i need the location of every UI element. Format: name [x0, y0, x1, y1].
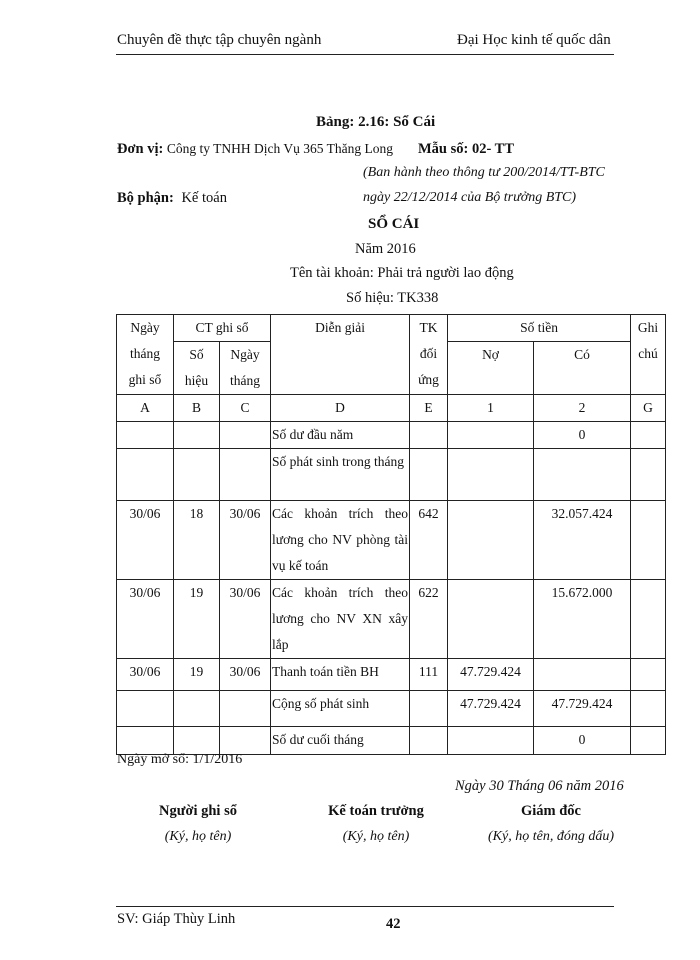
ledger-table — [116, 314, 666, 755]
ledger-title: SỔ CÁI — [368, 216, 420, 232]
signer-director-title: Giám đốc — [520, 803, 581, 819]
unit-value: Công ty TNHH Dịch Vụ 365 Thăng Long — [166, 141, 394, 156]
header-right: Đại Học kinh tế quốc dân — [457, 32, 611, 48]
col-amount-header: Số tiền — [448, 315, 631, 342]
header-rule — [116, 54, 614, 55]
regulation-line2: ngày 22/12/2014 của Bộ trưởng BTC) — [363, 190, 577, 205]
col-voucher-no-header: Số hiệu — [174, 342, 220, 395]
col-note-header: Ghi chú — [631, 315, 666, 395]
table-row: Số phát sinh trong tháng — [117, 449, 666, 501]
footer-student: SV: Giáp Thùy Linh — [117, 911, 236, 927]
table-row: Số dư cuối tháng 0 — [117, 727, 666, 755]
sign-date: Ngày 30 Tháng 06 năm 2016 — [455, 778, 624, 794]
col-voucher-date-header: Ngày tháng — [220, 342, 271, 395]
unit-label: Đơn vị: — [117, 141, 164, 157]
table-row: 30/06 19 30/06 Thanh toán tiền BH 111 47.729.424 — [117, 659, 666, 691]
department-line — [117, 190, 227, 207]
header-left: Chuyên đề thực tập chuyên ngành — [117, 32, 322, 48]
opening-date: Ngày mở sổ: 1/1/2016 — [117, 752, 243, 767]
signer-director-note: (Ký, họ tên, đóng dấu) — [488, 829, 614, 844]
regulation-line1: (Ban hành theo thông tư 200/2014/TT-BTC — [363, 165, 605, 180]
table-row: 30/06 18 30/06 Các khoản trích theo lương cho NV phòng tài vụ kế toán 642 32.057.424 — [117, 501, 666, 580]
col-date-header: Ngày tháng ghi sổ — [117, 315, 174, 395]
department-label: Bộ phận: — [117, 190, 174, 206]
col-credit-header: Có — [534, 342, 631, 395]
signer-recorder-note: (Ký, họ tên) — [164, 829, 232, 844]
account-code: Số hiệu: TK338 — [346, 290, 439, 306]
table-row: Số dư đầu năm 0 — [117, 422, 666, 449]
table-row: Cộng số phát sinh 47.729.424 47.729.424 — [117, 691, 666, 727]
col-description-header: Diễn giải — [271, 315, 410, 395]
department-value: Kế toán — [181, 190, 227, 206]
ledger-year: Năm 2016 — [355, 241, 416, 257]
unit-line — [117, 141, 393, 158]
signer-chief-accountant-title: Kế toán trưởng — [328, 803, 424, 819]
col-account-header: TK đối ứng — [410, 315, 448, 395]
page-number: 42 — [386, 916, 401, 932]
col-debit-header: Nợ — [448, 342, 534, 395]
col-voucher-header: CT ghi sổ — [174, 315, 271, 342]
signer-chief-accountant-note: (Ký, họ tên) — [342, 829, 410, 844]
table-row: 30/06 19 30/06 Các khoản trích theo lương cho NV XN xây lắp 622 15.672.000 — [117, 580, 666, 659]
letter-row: A B C D E 1 2 G — [117, 395, 666, 422]
signer-recorder-title: Người ghi sổ — [159, 803, 237, 819]
footer-rule — [116, 906, 614, 907]
form-code: Mẫu số: 02- TT — [418, 141, 515, 157]
account-name: Tên tài khoản: Phải trả người lao động — [290, 265, 514, 281]
table-title: Bảng: 2.16: Sổ Cái — [316, 114, 436, 130]
